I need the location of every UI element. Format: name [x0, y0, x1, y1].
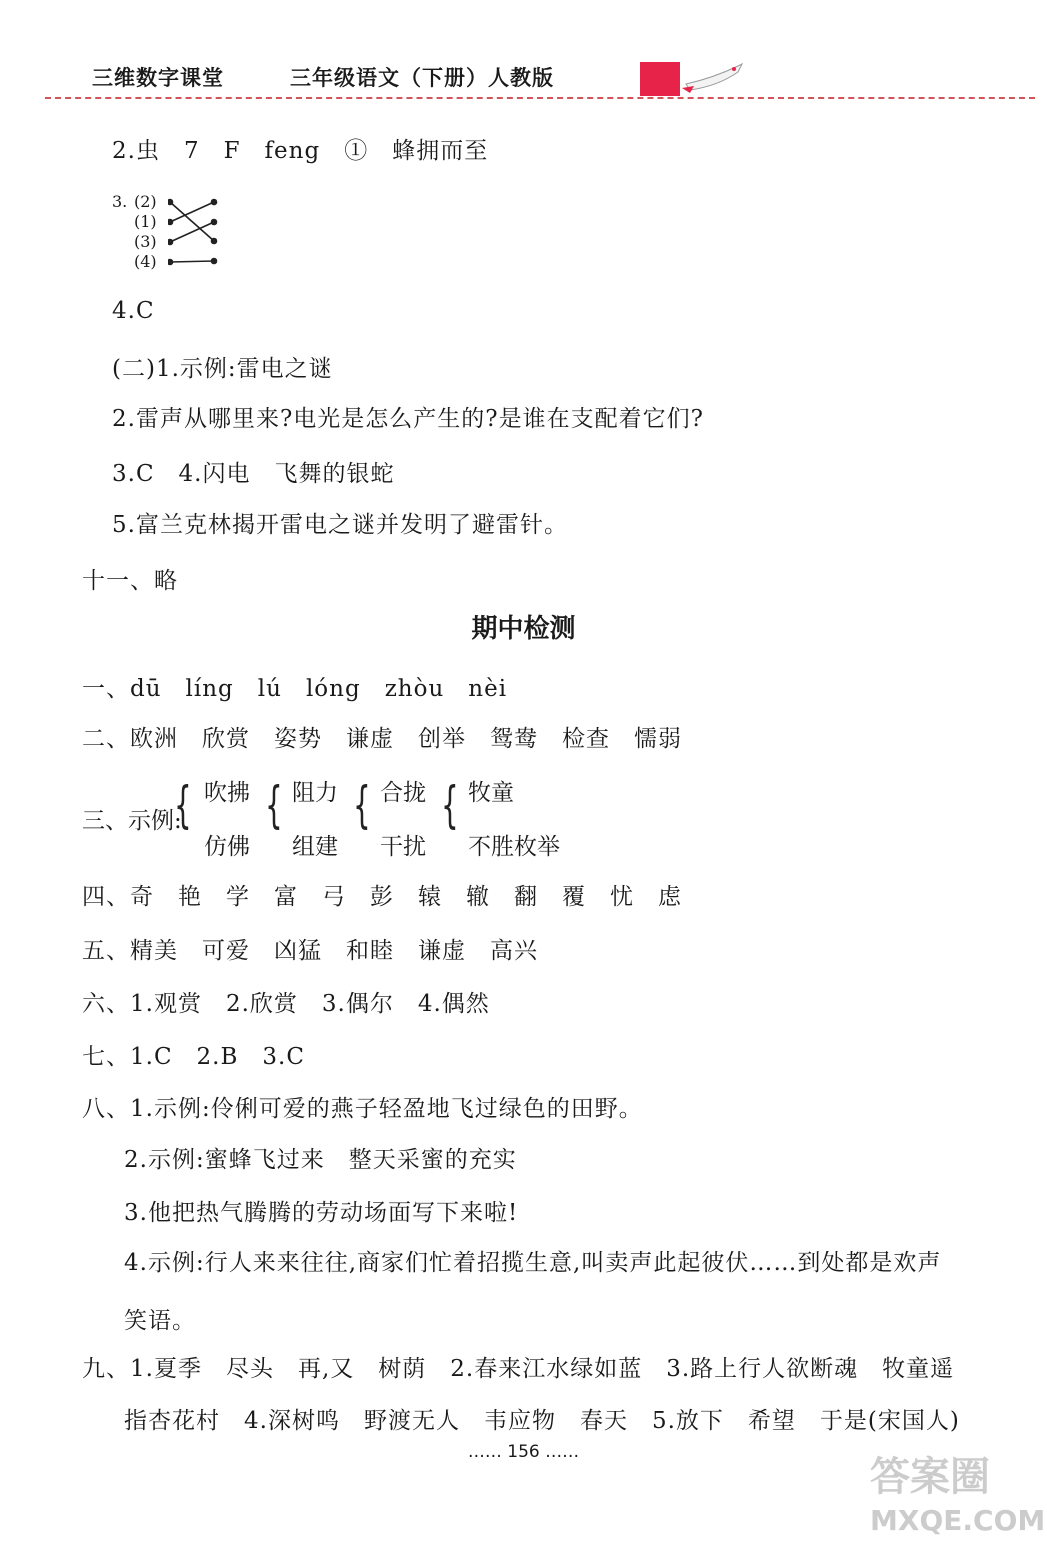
answer-line: 3.C 4.闪电 飞舞的银蛇: [112, 461, 395, 487]
answer-line: 指杏花村 4.深树鸣 野渡无人 韦应物 春天 5.放下 希望 于是(宋国人): [124, 1408, 960, 1434]
group-word: 不胜枚举: [468, 834, 560, 860]
brace-icon: {: [353, 776, 371, 834]
matching-label: (1): [134, 212, 157, 231]
answer-line: 五、精美 可爱 凶猛 和睦 谦虚 高兴: [82, 938, 538, 964]
answer-line: 四、奇 艳 学 富 弓 彭 辕 辙 翻 覆 忧 虑: [82, 884, 682, 910]
answer-line: 4.C: [112, 298, 155, 324]
rocket-logo-icon: [638, 60, 748, 100]
answer-line: 5.富兰克林揭开雷电之谜并发明了避雷针。: [112, 512, 568, 538]
header-divider: [45, 97, 1035, 99]
synonym-groups: [82, 772, 642, 862]
matching-lines: [168, 190, 228, 270]
answer-line: (二)1.示例:雷电之谜: [112, 356, 333, 382]
answer-prefix: 三、示例:: [82, 808, 182, 834]
matching-prefix: 3.: [112, 192, 128, 211]
brace-icon: {: [265, 776, 283, 834]
watermark: 答案圈 MXQE.COM: [870, 1454, 1046, 1537]
matching-label: (4): [134, 252, 157, 271]
answer-line: 2.虫 7 F feng ① 蜂拥而至: [112, 138, 489, 164]
group-word: 组建: [292, 834, 338, 860]
header-book-series: 三维数字课堂: [92, 66, 224, 90]
answer-line: 4.示例:行人来来往往,商家们忙着招揽生意,叫卖声此起彼伏……到处都是欢声: [124, 1250, 942, 1276]
matching-diagram: [112, 190, 232, 270]
header-book-title: 三年级语文（下册）人教版: [290, 66, 554, 90]
answer-line: 十一、略: [82, 568, 178, 594]
answer-line: 六、1.观赏 2.欣赏 3.偶尔 4.偶然: [82, 991, 490, 1017]
group-word: 阻力: [292, 780, 338, 806]
brace-icon: {: [441, 776, 459, 834]
group-word: 吹拂: [204, 780, 250, 806]
answer-line: 七、1.C 2.B 3.C: [82, 1044, 305, 1070]
matching-label: (2): [134, 192, 157, 211]
answer-line: 笑语。: [124, 1308, 196, 1334]
answer-line: 八、1.示例:伶俐可爱的燕子轻盈地飞过绿色的田野。: [82, 1096, 643, 1122]
section-title: 期中检测: [471, 614, 576, 644]
group-word: 牧童: [468, 780, 514, 806]
answer-line: 3.他把热气腾腾的劳动场面写下来啦!: [124, 1200, 519, 1226]
answer-line: 九、1.夏季 尽头 再,又 树荫 2.春来江水绿如蓝 3.路上行人欲断魂 牧童遥: [82, 1356, 955, 1382]
answer-line: 2.雷声从哪里来?电光是怎么产生的?是谁在支配着它们?: [112, 406, 704, 432]
group-word: 仿佛: [204, 834, 250, 860]
matching-label: (3): [134, 232, 157, 251]
answer-line: 2.示例:蜜蜂飞过来 整天采蜜的充实: [124, 1147, 517, 1173]
group-word: 合拢: [380, 780, 426, 806]
page-number: …… 156 ……: [467, 1442, 580, 1462]
brace-icon: {: [174, 776, 192, 834]
answer-line: 一、dū líng lú lóng zhòu nèi: [82, 676, 508, 702]
group-word: 干扰: [380, 834, 426, 860]
answer-line: 二、欧洲 欣赏 姿势 谦虚 创举 鸳鸯 检查 懦弱: [82, 726, 682, 752]
